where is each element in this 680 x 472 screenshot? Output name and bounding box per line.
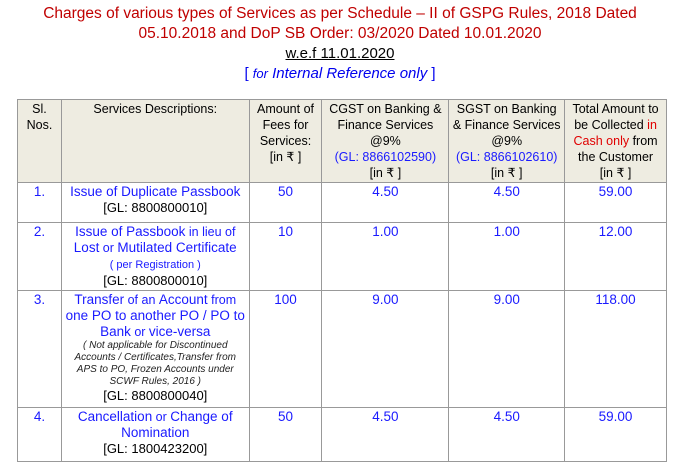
title-line-2: 05.10.2018 and DoP SB Order: 03/2020 Dated 10.01.2020 xyxy=(138,25,542,42)
desc-text: Issue of Duplicate Passbook xyxy=(70,184,241,199)
col-desc: Services Descriptions: xyxy=(61,100,249,183)
sgst: 9.00 xyxy=(449,291,565,408)
fees: 10 xyxy=(249,223,322,291)
gl-code: [GL: 8800800040] xyxy=(103,388,208,403)
cgst: 1.00 xyxy=(322,223,449,291)
ref-for: for xyxy=(252,66,268,81)
bracket: [ xyxy=(244,65,253,82)
cgst-gl: (GL: 8866102590) xyxy=(334,150,437,164)
desc-text: Issue of Passbook xyxy=(75,224,186,239)
desc-text: or xyxy=(130,325,149,339)
unit: [in ₹ ] xyxy=(369,166,402,180)
col-cgst xyxy=(322,100,449,183)
desc-text: Transfer xyxy=(74,292,125,307)
total: 59.00 xyxy=(565,408,667,462)
document-header xyxy=(0,4,680,84)
fees: 50 xyxy=(249,408,322,462)
sl-no: 2. xyxy=(18,223,62,291)
unit: [in ₹ ] xyxy=(599,166,632,180)
col-sl: Sl. Nos. xyxy=(18,100,62,183)
desc-text: Change of Nomination xyxy=(121,409,233,440)
sgst: 4.50 xyxy=(449,408,565,462)
desc-text: of an xyxy=(124,293,159,307)
desc-text: in lieu of xyxy=(185,225,236,239)
fees-label: Amount of Fees for Services: xyxy=(257,102,315,148)
table-row xyxy=(18,291,667,408)
charges-table xyxy=(17,99,667,462)
cgst: 4.50 xyxy=(322,183,449,223)
gl-code: [GL: 8800800010] xyxy=(103,200,208,215)
desc-text: Lost xyxy=(73,240,100,255)
unit: [in ₹ ] xyxy=(269,150,302,164)
cash-only: in Cash only xyxy=(573,118,657,148)
gl-code: [GL: 1800423200] xyxy=(103,441,208,456)
desc-text: Cancellation xyxy=(77,409,153,424)
col-total xyxy=(565,100,667,183)
sl-no: 4. xyxy=(18,408,62,462)
table-row xyxy=(18,223,667,291)
col-sgst xyxy=(449,100,565,183)
desc-note: ( Not applicable for Discontinued Accounts / Certificates,Transfer from APS to PO, Frozen Accounts under SCWF Rules, 2016 ) xyxy=(74,340,237,387)
effective-date: w.e.f 11.01.2020 xyxy=(285,45,395,62)
description xyxy=(61,223,249,291)
total: 12.00 xyxy=(565,223,667,291)
table-header-row xyxy=(18,100,667,183)
cgst: 4.50 xyxy=(322,408,449,462)
desc-text: Mutilated Certificate xyxy=(117,240,237,255)
description xyxy=(61,183,249,223)
desc-text: Account xyxy=(158,292,208,307)
table-row xyxy=(18,408,667,462)
total: 59.00 xyxy=(565,183,667,223)
title-line-1: Charges of various types of Services as per Schedule – II of GSPG Rules, 2018 Dated xyxy=(43,5,637,22)
sgst: 1.00 xyxy=(449,223,565,291)
desc-text: vice-versa xyxy=(148,324,211,339)
table-row xyxy=(18,183,667,223)
fees: 100 xyxy=(249,291,322,408)
desc-text: one PO to another PO / PO to Bank xyxy=(65,308,245,339)
cgst: 9.00 xyxy=(322,291,449,408)
total-label: Total Amount to be Collected xyxy=(572,102,659,132)
unit: [in ₹ ] xyxy=(490,166,523,180)
desc-sub: ( per Registration ) xyxy=(109,259,201,271)
sl-no: 3. xyxy=(18,291,62,408)
gl-code: [GL: 8800800010] xyxy=(103,273,208,288)
description xyxy=(61,291,249,408)
col-fees xyxy=(249,100,322,183)
desc-text: or xyxy=(99,241,118,255)
sgst: 4.50 xyxy=(449,183,565,223)
desc-text: from xyxy=(207,293,237,307)
reference-note xyxy=(0,64,680,84)
sgst-gl: (GL: 8866102610) xyxy=(455,150,558,164)
sgst-label: SGST on Banking & Finance Services @9% xyxy=(452,102,561,148)
ref-text: Internal Reference only xyxy=(267,65,428,82)
description xyxy=(61,408,249,462)
desc-text: or xyxy=(152,410,171,424)
cgst-label: CGST on Banking & Finance Services @9% xyxy=(329,102,442,148)
sl-no: 1. xyxy=(18,183,62,223)
total-label-end: from the Customer xyxy=(578,134,658,164)
total: 118.00 xyxy=(565,291,667,408)
bracket: ] xyxy=(427,65,436,82)
fees: 50 xyxy=(249,183,322,223)
